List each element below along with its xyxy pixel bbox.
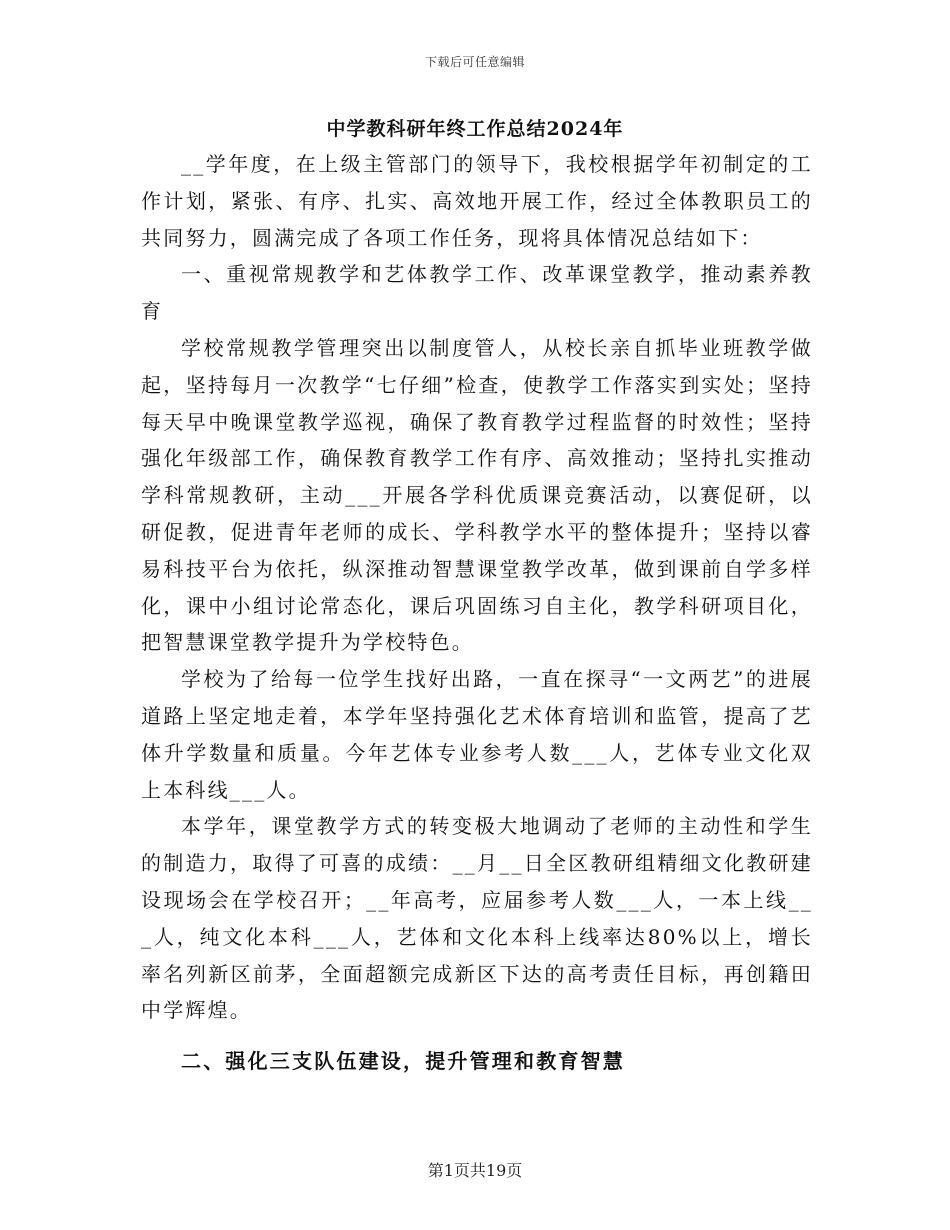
section-heading-2: 二、强化三支队伍建设，提升管理和教育智慧	[181, 1049, 625, 1074]
header-note: 下载后可任意编辑	[424, 55, 525, 69]
section-heading-1: 一、重视常规教学和艺体教学工作、改革课堂教学，推动素养教育	[141, 262, 813, 324]
paragraph-intro: __学年度，在上级主管部门的领导下，我校根据学年初制定的工作计划，紧张、有序、扎实、高效地开展工作，经过全体教职员工的共同努力，圆满完成了各项工作任务，现将具体情况总结如下：	[141, 152, 813, 250]
paragraph-achievements: 本学年，课堂教学方式的转变极大地调动了老师的主动性和学生的制造力，取得了可喜的成绩：__月__日全区教研组精细文化教研建设现场会在学校召开；__年高考，应届参考人数___人，一本上线___人，纯文化本科___人，艺体和文化本科上线率达80%以上，增长率名列新区前茅，全面超额完成新区下达的高考责任目标，再创籍田中学辉煌。	[141, 814, 813, 1023]
paragraph-routine-teaching: 学校常规教学管理突出以制度管人，从校长亲自抓毕业班教学做起，坚持每月一次教学“七仔细”检查，使教学工作落实到实处；坚持每天早中晚课堂教学巡视，确保了教育教学过程监督的时效性；坚持强化年级部工作，确保教育教学工作有序、高效推动；坚持扎实推动学科常规教研，主动___开展各学科优质课竞赛活动，以赛促研，以研促教，促进青年老师的成长、学科教学水平的整体提升；坚持以睿易科技平台为依托，纵深推动智慧课堂教学改革，做到课前自学多样化，课中小组讨论常态化，课后巩固练习自主化，教学科研项目化，把智慧课堂教学提升为学校特色。	[141, 335, 813, 655]
paragraph-arts-sports: 学校为了给每一位学生找好出路，一直在探寻“一文两艺”的进展道路上坚定地走着，本学年坚持强化艺术体育培训和监管，提高了艺体升学数量和质量。今年艺体专业参考人数___人，艺体专业文化双上本科线___人。	[141, 667, 813, 802]
page-footer: 第1页共19页	[427, 1161, 523, 1180]
document-body	[141, 146, 813, 1080]
document-title: 中学教科研年终工作总结2024年	[326, 118, 624, 140]
